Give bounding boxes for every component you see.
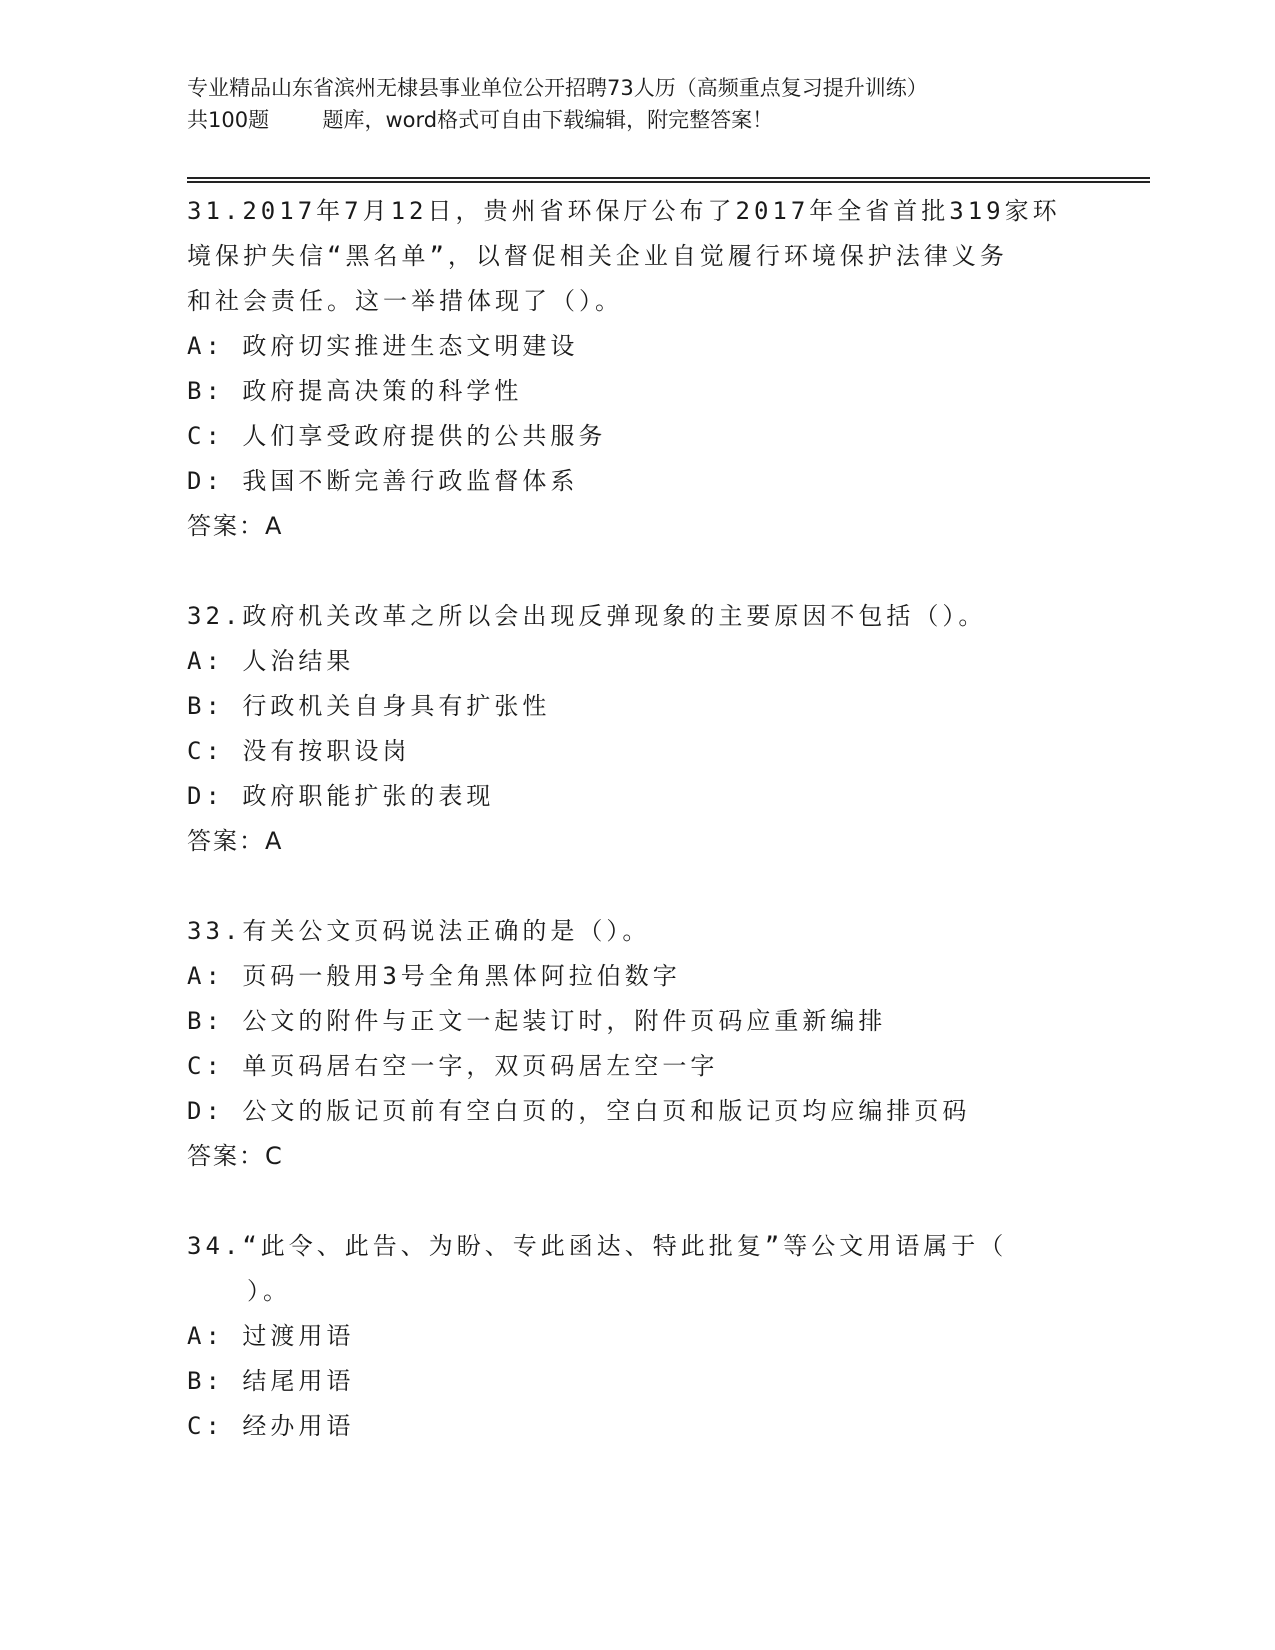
header-divider-bottom — [187, 181, 1150, 183]
option-d: D: 公文的版记页前有空白页的，空白页和版记页均应编排页码 — [187, 1097, 971, 1125]
question-stem — [187, 594, 1147, 639]
stem-line: 31.2017年7月12日，贵州省环保厅公布了2017年全省首批319家环 — [187, 197, 1061, 225]
header-subtitle-line: 共100题 题库，word格式可自由下载编辑，附完整答案！ — [187, 108, 774, 132]
question-spacer — [187, 549, 1147, 594]
question-33 — [187, 909, 1147, 1179]
option-b: B: 政府提高决策的科学性 — [187, 377, 523, 405]
option-b: B: 公文的附件与正文一起装订时，附件页码应重新编排 — [187, 1007, 887, 1035]
option-b: B: 结尾用语 — [187, 1367, 355, 1395]
answer-line: 答案：A — [187, 827, 284, 855]
question-spacer — [187, 1179, 1147, 1224]
question-32 — [187, 594, 1147, 864]
question-stem — [187, 189, 1147, 324]
header-title-line: 专业精品山东省滨州无棣县事业单位公开招聘73人历（高频重点复习提升训练） — [187, 76, 928, 100]
option-b: B: 行政机关自身具有扩张性 — [187, 692, 551, 720]
stem-line: 境保护失信“黑名单”，以督促相关企业自觉履行环境保护法律义务 — [187, 242, 1008, 270]
option-d: D: 政府职能扩张的表现 — [187, 782, 495, 810]
stem-line: 和社会责任。这一举措体现了（）。 — [187, 287, 623, 315]
option-a: A: 人治结果 — [187, 647, 355, 675]
answer-line: 答案：C — [187, 1142, 284, 1170]
option-a: A: 页码一般用3号全角黑体阿拉伯数字 — [187, 962, 681, 990]
question-stem — [187, 1224, 1147, 1314]
option-d: D: 我国不断完善行政监督体系 — [187, 467, 579, 495]
question-31 — [187, 189, 1147, 549]
header-divider-top — [187, 177, 1150, 179]
question-34 — [187, 1224, 1147, 1449]
stem-line: 32.政府机关改革之所以会出现反弹现象的主要原因不包括（）。 — [187, 602, 987, 630]
answer-line: 答案：A — [187, 512, 284, 540]
option-c: C: 单页码居右空一字，双页码居左空一字 — [187, 1052, 719, 1080]
document-header — [187, 72, 1147, 136]
stem-line: 34.“此令、此告、为盼、专此函达、特此批复”等公文用语属于（ — [187, 1232, 1008, 1260]
stem-line: ）。 — [247, 1277, 291, 1305]
question-stem — [187, 909, 1147, 954]
stem-line: 33.有关公文页码说法正确的是（）。 — [187, 917, 651, 945]
question-spacer — [187, 864, 1147, 909]
question-list — [187, 189, 1147, 1449]
option-a: A: 政府切实推进生态文明建设 — [187, 332, 579, 360]
option-c: C: 经办用语 — [187, 1412, 355, 1440]
option-c: C: 没有按职设岗 — [187, 737, 411, 765]
option-a: A: 过渡用语 — [187, 1322, 355, 1350]
option-c: C: 人们享受政府提供的公共服务 — [187, 422, 607, 450]
